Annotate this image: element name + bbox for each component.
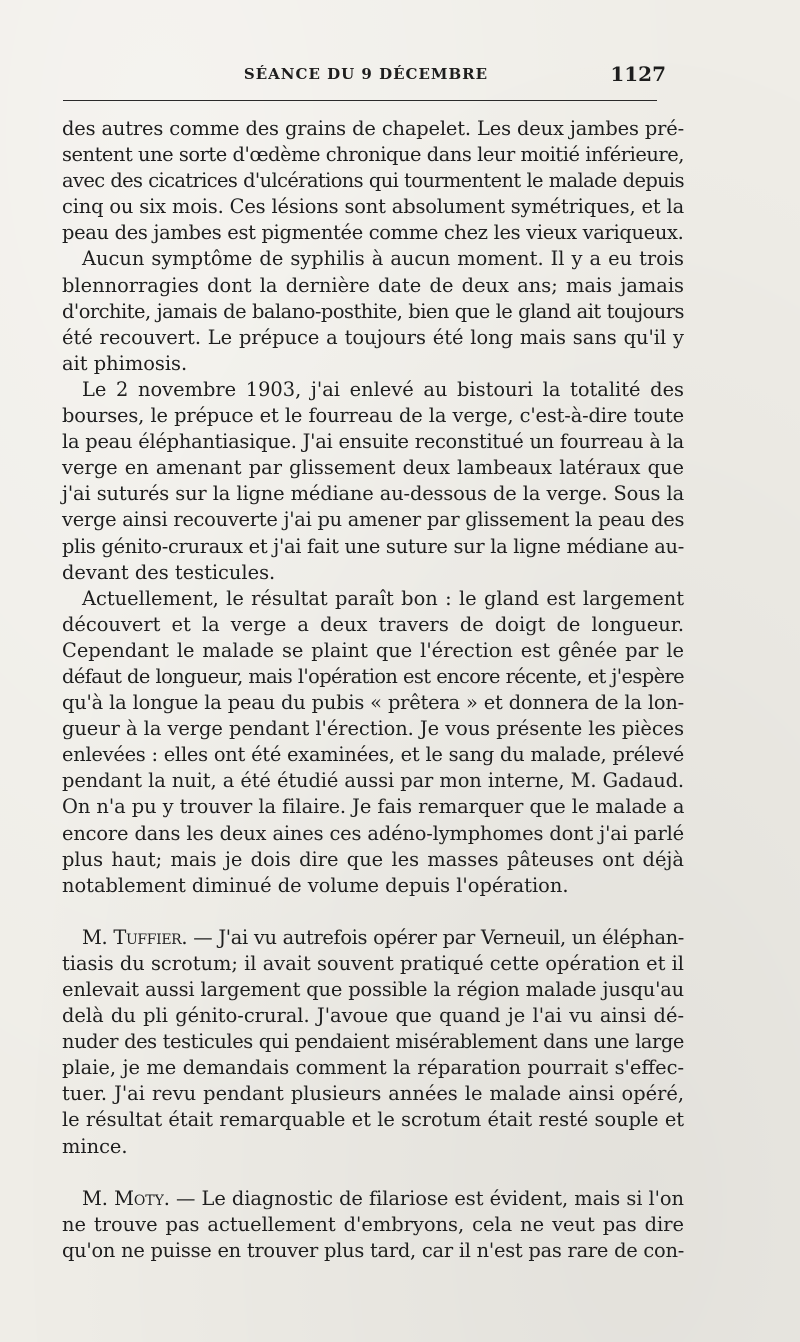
text-line: défaut de longueur, mais l'opération est encore récente, et j'espère: [62, 664, 684, 688]
text-line: mince.: [62, 1134, 128, 1158]
text-line: Le 2 novembre 1903, j'ai enlevé au bistouri la totalité des: [82, 377, 684, 401]
text-line: notablement diminué de volume depuis l'opération.: [62, 873, 569, 897]
text-line: d'orchite, jamais de balano-posthite, bien que le gland ait toujours: [62, 299, 684, 323]
text-line: Cependant le malade se plaint que l'érection est gênée par le: [62, 638, 684, 662]
speaker-name: Tuffier: [113, 925, 182, 949]
text-line: la peau éléphantiasique. J'ai ensuite reconstitué un fourreau à la: [62, 430, 684, 454]
text-line: j'ai suturés sur la ligne médiane au-dessous de la verge. Sous la: [62, 482, 684, 506]
text-line: tuer. J'ai revu pendant plusieurs années le malade ainsi opéré,: [62, 1082, 684, 1106]
text-line: [62, 925, 684, 951]
speaker-text: . — J'ai vu autrefois opérer par Verneuil, un éléphan-: [181, 925, 684, 949]
section-gap: [62, 899, 684, 925]
page-number: 1127: [610, 62, 666, 86]
paragraph-speaker-tuffier: [62, 925, 684, 1160]
text-line: On n'a pu y trouver la filaire. Je fais remarquer que le malade a: [62, 795, 685, 819]
speaker-prefix: M.: [82, 925, 114, 949]
header-rule: [63, 100, 657, 101]
text-line: ait phimosis.: [62, 351, 188, 375]
paragraph: [62, 586, 684, 899]
text-line: qu'on ne puisse en trouver plus tard, car il n'est pas rare de con-: [62, 1238, 684, 1262]
speaker-text: . — Le diagnostic de filariose est évident, mais si l'on: [163, 1186, 684, 1210]
text-line: tiasis du scrotum; il avait souvent pratiqué cette opération et il: [62, 951, 684, 975]
text-line: qu'à la longue la peau du pubis « prêtera » et donnera de la lon-: [62, 691, 684, 715]
text-line: sentent une sorte d'œdème chronique dans leur moitié inférieure,: [62, 143, 684, 167]
text-line: blennorragies dont la dernière date de deux ans; mais jamais: [62, 273, 684, 297]
text-line: plis génito-cruraux et j'ai fait une suture sur la ligne médiane au-: [62, 534, 684, 558]
text-line: le résultat était remarquable et le scrotum était resté souple et: [62, 1108, 684, 1132]
text-line: plus haut; mais je dois dire que les masses pâteuses ont déjà: [62, 847, 684, 871]
text-line: Aucun symptôme de syphilis à aucun moment. Il y a eu trois: [82, 247, 684, 271]
body-text: [62, 116, 684, 1264]
text-line: verge ainsi recouverte j'ai pu amener par glissement la peau des: [62, 508, 685, 532]
paragraph: [62, 246, 684, 376]
text-line: avec des cicatrices d'ulcérations qui tourmentent le malade depuis: [62, 169, 684, 193]
running-title: SÉANCE DU 9 DÉCEMBRE: [243, 65, 489, 83]
text-line: été recouvert. Le prépuce a toujours été long mais sans qu'il y: [62, 325, 684, 349]
paragraph: [62, 116, 684, 246]
text-line: enlevait aussi largement que possible la région malade jusqu'au: [62, 978, 684, 1001]
text-line: cinq ou six mois. Ces lésions sont absolument symétriques, et la: [62, 195, 684, 219]
text-line: ne trouve pas actuellement d'embryons, cela ne veut pas dire: [62, 1212, 684, 1236]
text-line: gueur à la verge pendant l'érection. Je vous présente les pièces: [62, 717, 684, 741]
section-gap: [62, 1160, 684, 1186]
text-line: peau des jambes est pigmentée comme chez les vieux variqueux.: [62, 221, 684, 245]
speaker-prefix: M.: [82, 1186, 115, 1210]
text-line: nuder des testicules qui pendaient misérablement dans une large: [62, 1030, 684, 1054]
text-line: bourses, le prépuce et le fourreau de la verge, c'est-à-dire toute: [62, 404, 684, 428]
text-line: encore dans les deux aines ces adéno-lymphomes dont j'ai parlé: [62, 821, 684, 845]
paragraph: [62, 377, 684, 586]
text-line: verge en amenant par glissement deux lambeaux latéraux que: [62, 456, 684, 480]
text-line: enlevées : elles ont été examinées, et le sang du malade, prélevé: [62, 743, 684, 767]
text-line: découvert et la verge a deux travers de doigt de longueur.: [62, 612, 684, 636]
paragraph-speaker-moty: [62, 1186, 684, 1264]
speaker-name: Moty: [114, 1186, 164, 1210]
text-line: devant des testicules.: [62, 560, 276, 584]
text-line: des autres comme des grains de chapelet. Les deux jambes pré-: [62, 117, 684, 140]
text-line: pendant la nuit, a été étudié aussi par mon interne, M. Gadaud.: [62, 769, 684, 793]
text-line: plaie, je me demandais comment la réparation pourrait s'effec-: [62, 1056, 684, 1080]
text-line: delà du pli génito-crural. J'avoue que quand je l'ai vu ainsi dé-: [62, 1004, 684, 1028]
text-line: Actuellement, le résultat paraît bon : le gland est largement: [82, 586, 684, 610]
running-header: [62, 62, 670, 90]
text-line: [62, 1186, 684, 1212]
